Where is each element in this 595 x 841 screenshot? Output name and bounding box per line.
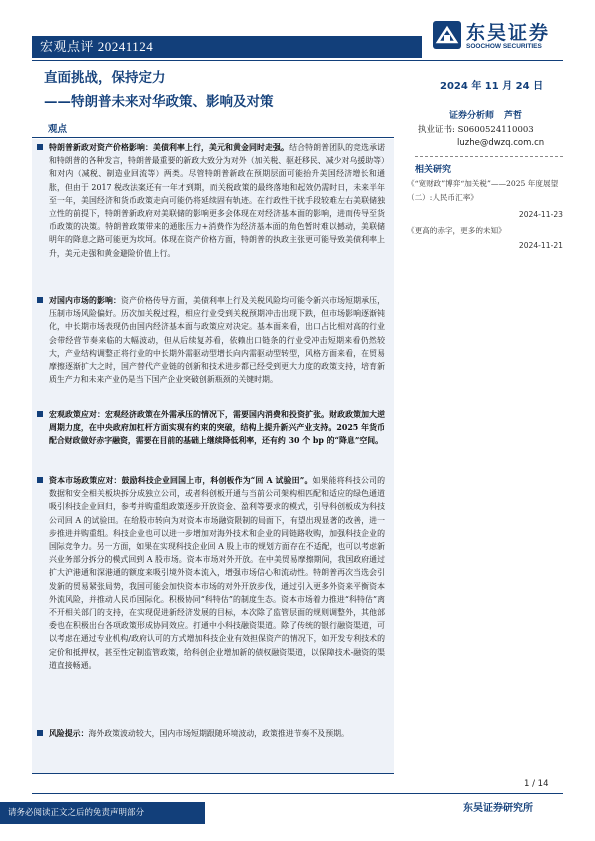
logo-chinese-text: 东吴证券 xyxy=(466,22,551,44)
bullet-text: 结合特朗普团队的竞选承诺和特朗普的各种发言，特朗普最重要的新政大致分为对外（加关税、驱赶移民、减少对乌援助等）和对内（减税、制造业回流等）两类。尽管特朗普新政在预期层面可能抬升美国经济增长和通胀，但由于 2017 税改法案还有一年才到期，而关税政策的最终落地和起效仍需时日，未来半年至一年，美国经济和货币政策走向可能仍将延续固有轨迹。在行政性干扰手段较难左右美联储独立性的前提下，特朗普新政府对美联储的影响更多会体现在对经济基本面的影响，进而传导至货币政策的决策。特朗普政策带来的通胀压力+消费作为经济基本面的角色暂时难以撼动，美联储明年的降息之路可能更为坎坷。体现在资产价格方面，特朗普的执政主张更可能导致美债利率上升，美元走强和黄金避险价值上行。 xyxy=(49,143,385,258)
related-divider xyxy=(415,156,563,157)
viewpoint-bullet xyxy=(49,408,385,448)
viewpoint-bullet xyxy=(49,727,385,740)
company-logo xyxy=(432,18,562,54)
viewpoint-heading: 观点 xyxy=(48,124,68,135)
analyst-name: 芦哲 xyxy=(504,111,523,121)
report-type-banner: 宏观点评 20241124 xyxy=(32,36,422,58)
bullet-text: 资产价格传导方面，美债利率上行及关税风险均可能令新兴市场短期承压，压制市场风险偏好。历次加关税过程，相应行业受到关税预期冲击出现下跌，但市场影响逐渐钝化，中长期市场表现仍由国内经济基本面与政策应对决定。基本面来看，出口占比相对高的行业会带经营节奏来临的大幅波动，但从后续复苏看，依赖出口链条的行业受冲击短期来看仍然较大，产业结构调整正将行业的中长期外需驱动型增长向内需驱动型转型，风格方面来看，在贸易摩擦逐渐扩大之时，国产替代产业链的创新和技术进步都已经受到更大力度的政策支持，培育新质生产力和未来产业仍是当下国产企业突破创新瓶颈的关键时期。 xyxy=(49,296,385,385)
related-research-title: 相关研究 xyxy=(415,165,452,175)
viewpoint-top-rule xyxy=(32,137,394,138)
bullet-square-icon xyxy=(37,411,43,417)
header-divider xyxy=(32,60,563,61)
disclaimer-banner: 请务必阅读正文之后的免责声明部分 xyxy=(0,802,205,824)
bullet-label: 资本市场政策应对： xyxy=(49,476,122,485)
bullet-emphasis: 宏观经济政策在外需承压的情况下，需要国内消费和投资扩张。财政政策加大逆周期力度，在中央政府加杠杆方面实现有约束的突破，结构上提升新兴产业支持。2025 年货币配合财政做好赤字融资，需要在目前的基础上继续降低利率，还有约 30 个 bp 的“降息”空间。 xyxy=(49,410,385,446)
bullet-text: 如果能将科技公司的数据和安全相关板块拆分成独立公司，或者科创板开通与当前公司架构相匹配和适应的绿色通道吸引科技企业回归，参考并购重组政策逐步开放资金、盈利等要求的模式，引导科创板成为科技公司回 A 的试验田。在给股市转向为对资本市场融资限制的局面下，有望出现显著的改善，进一步推进并购重组。科技企业也可以进一步增加对海外技术和企业的同链路收购，加强科技企业的国际竞争力。另一方面，如果在实现科技企业回 A 股上市的规划方面存在不适配，也可以考虑新兴业务部分拆分的模式回到 A 股市场。资本市场对外开放。在中美贸易摩擦期间，我国政府通过扩大沪港通和深港通的额度来吸引境外资本流入，增强市场信心和流动性。特朗普再次当选会引发新的贸易紧张局势，我国可能会加快资本市场的对外开放步伐，通过引入更多外资来平衡资本外流风险，并推动人民币国际化。积极协同“科特估”的制度生态。资本市场着力推进“科特估”离不开相关部门的支持，在实现促进新经济发展的目标，本次除了监管层面的规则调整外，其他部委也在积极出台各项政策形成协同效应。打通中小科技融资渠道。除了传统的银行融资渠道，可以考虑在通过专业机构/政府认可的方式增加科技企业有效担保资产的情况下，如开发专利技术的定价和抵押权，甚至性定制监管政策，给科创企业增加新的债权融资渠道，以保障技术-融资的渠道直接畅通。 xyxy=(49,476,385,670)
bullet-square-icon xyxy=(37,297,43,303)
viewpoint-bullet xyxy=(49,294,385,386)
bullet-square-icon xyxy=(37,477,43,483)
related-item-date: 2024-11-21 xyxy=(518,241,563,250)
related-item[interactable]: 《“宽财政”博弈“加关税”——2025 年度展望（二）:人民币汇率》 xyxy=(407,179,559,202)
bullet-square-icon xyxy=(37,730,43,736)
bullet-emphasis: 美债利率上行，美元和黄金同时走强。 xyxy=(153,143,290,152)
report-date: 2024 年 11 月 24 日 xyxy=(440,81,544,92)
logo-english-text: SOOCHOW SECURITIES xyxy=(466,43,542,50)
footer-divider xyxy=(32,793,563,794)
related-item-date: 2024-11-23 xyxy=(518,210,563,219)
viewpoint-bottom-rule xyxy=(32,773,394,774)
analyst-certificate: 执业证书: S0600524110003 xyxy=(418,125,534,135)
footer-organization: 东吴证券研究所 xyxy=(463,803,533,814)
bullet-square-icon xyxy=(37,144,43,150)
report-title: 直面挑战，保持定力 xyxy=(44,70,166,86)
analyst-role: 证券分析师 xyxy=(449,111,495,121)
page-number: 1 / 14 xyxy=(524,779,549,789)
analyst-email[interactable]: luzhe@dwzq.com.cn xyxy=(457,138,545,148)
logo-mark-icon xyxy=(432,20,462,50)
analyst-line xyxy=(449,108,522,121)
bullet-label: 风险提示： xyxy=(49,729,89,738)
related-item[interactable]: 《更高的赤字，更多的未知》 xyxy=(407,226,506,235)
bullet-label: 特朗普新政对资产价格影响： xyxy=(49,143,154,152)
viewpoint-bullet xyxy=(49,141,385,260)
viewpoint-bullet xyxy=(49,474,385,672)
bullet-label: 宏观政策应对： xyxy=(49,410,106,419)
bullet-label: 对国内市场的影响： xyxy=(49,296,122,305)
bullet-text: 海外政策波动较大，国内市场短期跟随环境波动，政策推进节奏不及预期。 xyxy=(88,729,349,738)
bullet-emphasis: 鼓励科技企业回国上市，科创板作为“回 A 试验田”。 xyxy=(121,476,313,485)
report-subtitle: ——特朗普未来对华政策、影响及对策 xyxy=(44,94,274,110)
